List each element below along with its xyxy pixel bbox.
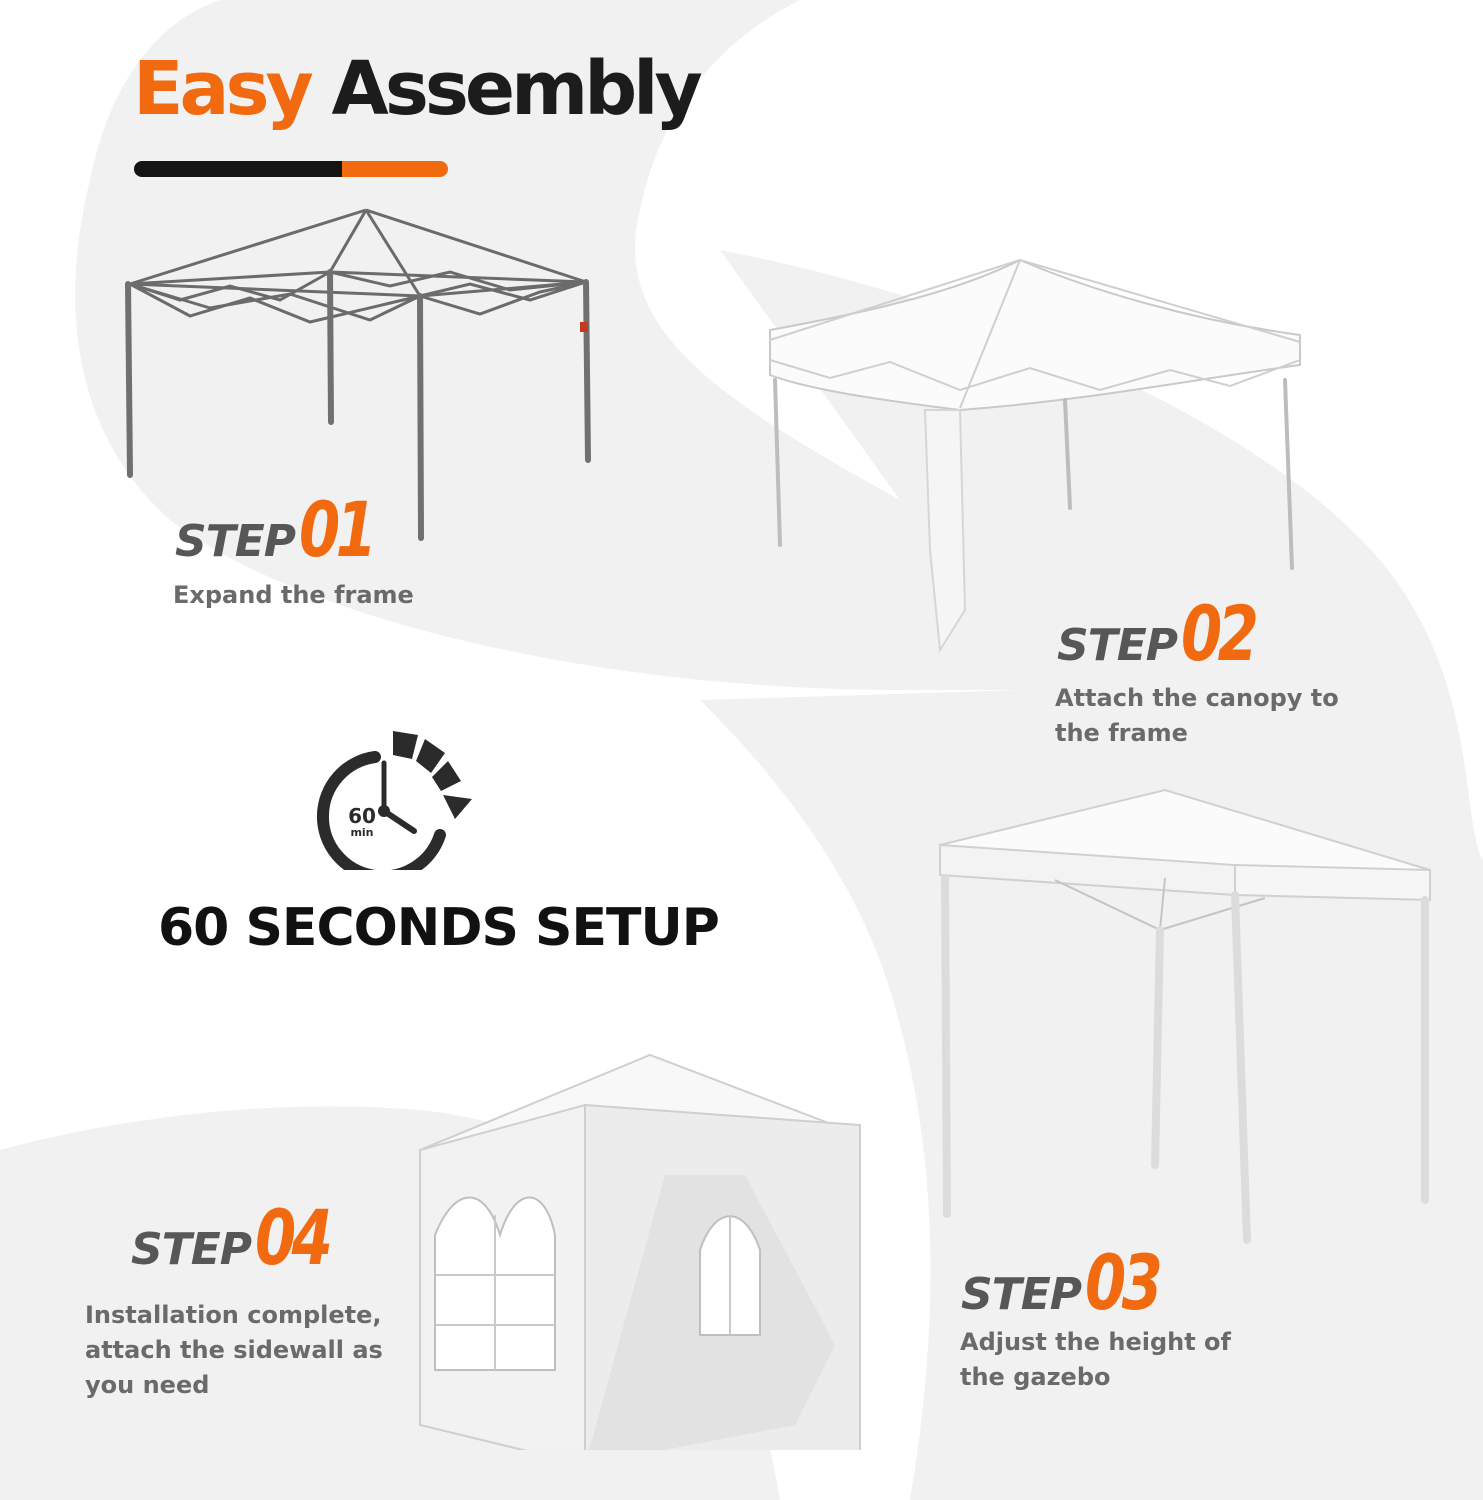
tent-with-sidewalls-icon bbox=[415, 1045, 865, 1450]
underline-orange-segment bbox=[342, 161, 448, 177]
step-number: 03 bbox=[1085, 1238, 1159, 1327]
step-number: 02 bbox=[1181, 589, 1255, 678]
headline-easy: Easy bbox=[133, 46, 310, 132]
canopy-icon bbox=[630, 250, 1420, 680]
stopwatch-icon bbox=[315, 725, 480, 870]
timer-unit: min bbox=[350, 826, 374, 839]
headline-assembly: Assembly bbox=[331, 46, 699, 132]
step-01-label bbox=[175, 485, 393, 574]
setup-time-text: 60 SECONDS SETUP bbox=[158, 898, 719, 958]
step-02-description: Attach the canopy to the frame bbox=[1055, 684, 1339, 747]
timer-value: 60 bbox=[348, 804, 376, 828]
step-number: 04 bbox=[255, 1193, 329, 1282]
step-02-label bbox=[1057, 589, 1275, 678]
step-03-description: Adjust the height of the gazebo bbox=[960, 1328, 1231, 1391]
gazebo-icon bbox=[935, 770, 1435, 1250]
step-word: STEP bbox=[1057, 620, 1178, 671]
step-number: 01 bbox=[299, 485, 373, 574]
underline-black-segment bbox=[134, 161, 342, 177]
headline bbox=[133, 46, 699, 132]
step-word: STEP bbox=[131, 1224, 252, 1275]
step-04-label bbox=[131, 1193, 349, 1282]
step-word: STEP bbox=[175, 516, 296, 567]
step-01-description: Expand the frame bbox=[173, 581, 414, 609]
headline-underline bbox=[134, 161, 448, 177]
step-03-label bbox=[961, 1238, 1179, 1327]
step-04-description: Installation complete, attach the sidewall as you need bbox=[85, 1301, 383, 1399]
step-word: STEP bbox=[961, 1269, 1082, 1320]
